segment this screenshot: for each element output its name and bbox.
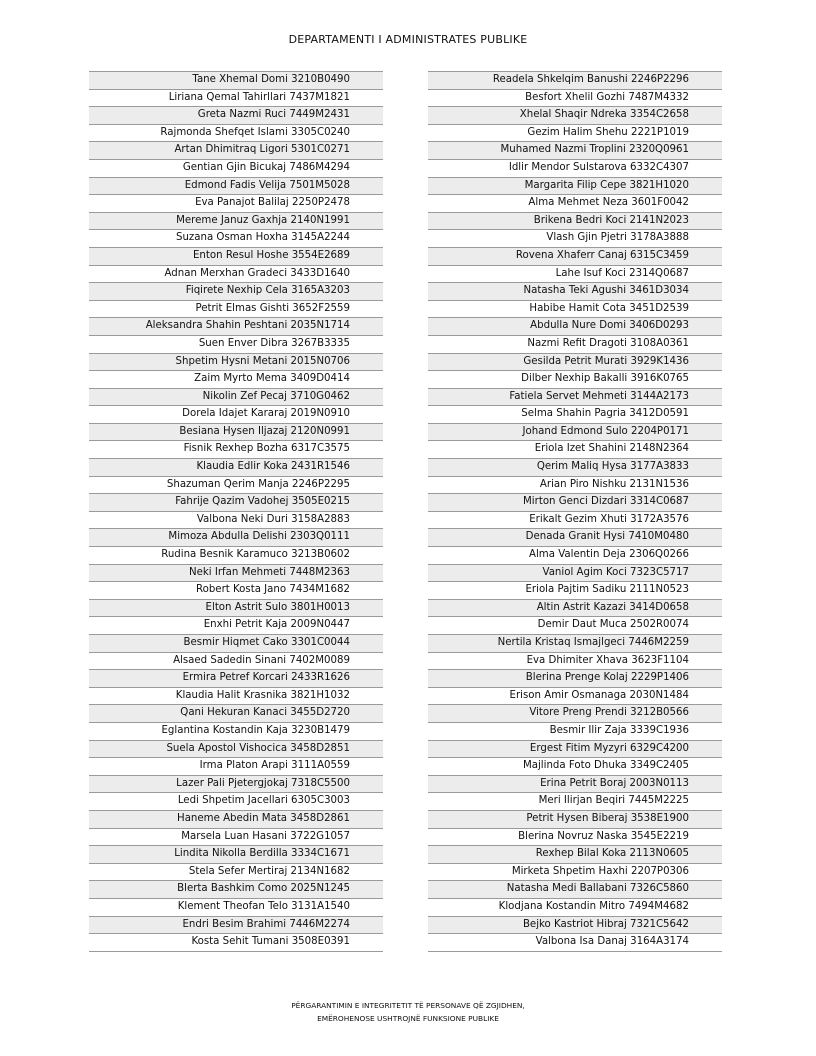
list-item: Gezim Halim Shehu 2221P1019 xyxy=(428,125,722,143)
list-item: Valbona Neki Duri 3158A2883 xyxy=(89,512,383,530)
list-item: Klaudia Halit Krasnika 3821H1032 xyxy=(89,688,383,706)
list-item: Neki Irfan Mehmeti 7448M2363 xyxy=(89,565,383,583)
list-item: Robert Kosta Jano 7434M1682 xyxy=(89,582,383,600)
list-item: Qerim Maliq Hysa 3177A3833 xyxy=(428,459,722,477)
list-item: Enxhi Petrit Kaja 2009N0447 xyxy=(89,617,383,635)
list-item: Nazmi Refit Dragoti 3108A0361 xyxy=(428,336,722,354)
list-item: Vitore Preng Prendi 3212B0566 xyxy=(428,705,722,723)
list-item: Valbona Isa Danaj 3164A3174 xyxy=(428,934,722,952)
list-item: Blerina Novruz Naska 3545E2219 xyxy=(428,829,722,847)
list-item: Gentian Gjin Bicukaj 7486M4294 xyxy=(89,160,383,178)
list-item: Gesilda Petrit Murati 3929K1436 xyxy=(428,354,722,372)
list-item: Irma Platon Arapi 3111A0559 xyxy=(89,758,383,776)
list-item: Blerina Prenge Kolaj 2229P1406 xyxy=(428,670,722,688)
page-footer xyxy=(0,999,816,1025)
list-item: Ermira Petref Korcari 2433R1626 xyxy=(89,670,383,688)
list-item: Eva Panajot Balilaj 2250P2478 xyxy=(89,195,383,213)
list-item: Aleksandra Shahin Peshtani 2035N1714 xyxy=(89,318,383,336)
list-item: Klaudia Edlir Koka 2431R1546 xyxy=(89,459,383,477)
list-item: Vaniol Agim Koci 7323C5717 xyxy=(428,565,722,583)
list-item: Fatiela Servet Mehmeti 3144A2173 xyxy=(428,389,722,407)
list-item: Eglantina Kostandin Kaja 3230B1479 xyxy=(89,723,383,741)
list-item: Rovena Xhaferr Canaj 6315C3459 xyxy=(428,248,722,266)
list-item: Altin Astrit Kazazi 3414D0658 xyxy=(428,600,722,618)
list-item: Adnan Merxhan Gradeci 3433D1640 xyxy=(89,266,383,284)
list-item: Suzana Osman Hoxha 3145A2244 xyxy=(89,230,383,248)
right-name-column xyxy=(428,71,722,952)
list-item: Mirton Genci Dizdari 3314C0687 xyxy=(428,494,722,512)
page-title: DEPARTAMENTI I ADMINISTRATES PUBLIKE xyxy=(288,33,528,46)
list-item: Rudina Besnik Karamuco 3213B0602 xyxy=(89,547,383,565)
list-item: Idlir Mendor Sulstarova 6332C4307 xyxy=(428,160,722,178)
list-item: Margarita Filip Cepe 3821H1020 xyxy=(428,178,722,196)
list-item: Rexhep Bilal Koka 2113N0605 xyxy=(428,846,722,864)
list-item: Eriola Pajtim Sadiku 2111N0523 xyxy=(428,582,722,600)
list-item: Suela Apostol Vishocica 3458D2851 xyxy=(89,741,383,759)
footer-line-2: EMËROHENOSE USHTROJNË FUNKSIONE PUBLIKE xyxy=(317,1014,499,1023)
list-item: Besmir Hiqmet Cako 3301C0044 xyxy=(89,635,383,653)
list-item: Dorela Idajet Kararaj 2019N0910 xyxy=(89,406,383,424)
list-item: Liriana Qemal Tahirllari 7437M1821 xyxy=(89,90,383,108)
list-item: Fisnik Rexhep Bozha 6317C3575 xyxy=(89,441,383,459)
list-item: Fiqirete Nexhip Cela 3165A3203 xyxy=(89,283,383,301)
list-item: Alma Mehmet Neza 3601F0042 xyxy=(428,195,722,213)
list-item: Petrit Elmas Gishti 3652F2559 xyxy=(89,301,383,319)
list-item: Marsela Luan Hasani 3722G1057 xyxy=(89,829,383,847)
list-item: Brikena Bedri Koci 2141N2023 xyxy=(428,213,722,231)
list-item: Kosta Sehit Tumani 3508E0391 xyxy=(89,934,383,952)
list-item: Erikalt Gezim Xhuti 3172A3576 xyxy=(428,512,722,530)
list-item: Natasha Medi Ballabani 7326C5860 xyxy=(428,881,722,899)
footer-line-1: PËRGARANTIMIN E INTEGRITETIT TË PERSONAVE QË ZGJIDHEN, xyxy=(291,1001,525,1010)
list-item: Klement Theofan Telo 3131A1540 xyxy=(89,899,383,917)
list-item: Meri Ilirjan Beqiri 7445M2225 xyxy=(428,793,722,811)
list-item: Besmir Ilir Zaja 3339C1936 xyxy=(428,723,722,741)
list-item: Shazuman Qerim Manja 2246P2295 xyxy=(89,477,383,495)
list-item: Nikolin Zef Pecaj 3710G0462 xyxy=(89,389,383,407)
list-item: Denada Granit Hysi 7410M0480 xyxy=(428,529,722,547)
list-item: Mirketa Shpetim Haxhi 2207P0306 xyxy=(428,864,722,882)
list-item: Nertila Kristaq Ismajlgeci 7446M2259 xyxy=(428,635,722,653)
list-item: Endri Besim Brahimi 7446M2274 xyxy=(89,917,383,935)
list-item: Erison Amir Osmanaga 2030N1484 xyxy=(428,688,722,706)
list-item: Eva Dhimiter Xhava 3623F1104 xyxy=(428,653,722,671)
list-item: Rajmonda Shefqet Islami 3305C0240 xyxy=(89,125,383,143)
list-item: Lindita Nikolla Berdilla 3334C1671 xyxy=(89,846,383,864)
list-item: Readela Shkelqim Banushi 2246P2296 xyxy=(428,72,722,90)
list-item: Lazer Pali Pjetergjokaj 7318C5500 xyxy=(89,776,383,794)
list-item: Johand Edmond Sulo 2204P0171 xyxy=(428,424,722,442)
list-item: Arian Piro Nishku 2131N1536 xyxy=(428,477,722,495)
list-item: Eriola Izet Shahini 2148N2364 xyxy=(428,441,722,459)
list-item: Besiana Hysen Iljazaj 2120N0991 xyxy=(89,424,383,442)
list-item: Xhelal Shaqir Ndreka 3354C2658 xyxy=(428,107,722,125)
list-item: Ledi Shpetim Jacellari 6305C3003 xyxy=(89,793,383,811)
list-item: Mimoza Abdulla Delishi 2303Q0111 xyxy=(89,529,383,547)
list-item: Natasha Teki Agushi 3461D3034 xyxy=(428,283,722,301)
list-item: Qani Hekuran Kanaci 3455D2720 xyxy=(89,705,383,723)
list-item: Lahe Isuf Koci 2314Q0687 xyxy=(428,266,722,284)
list-item: Stela Sefer Mertiraj 2134N1682 xyxy=(89,864,383,882)
list-item: Muhamed Nazmi Troplini 2320Q0961 xyxy=(428,142,722,160)
list-item: Greta Nazmi Ruci 7449M2431 xyxy=(89,107,383,125)
list-item: Vlash Gjin Pjetri 3178A3888 xyxy=(428,230,722,248)
list-item: Klodjana Kostandin Mitro 7494M4682 xyxy=(428,899,722,917)
list-item: Artan Dhimitraq Ligori 5301C0271 xyxy=(89,142,383,160)
list-item: Abdulla Nure Domi 3406D0293 xyxy=(428,318,722,336)
list-item: Elton Astrit Sulo 3801H0013 xyxy=(89,600,383,618)
list-item: Mereme Januz Gaxhja 2140N1991 xyxy=(89,213,383,231)
list-item: Selma Shahin Pagria 3412D0591 xyxy=(428,406,722,424)
list-item: Haneme Abedin Mata 3458D2861 xyxy=(89,811,383,829)
list-item: Tane Xhemal Domi 3210B0490 xyxy=(89,72,383,90)
left-name-column xyxy=(89,71,383,952)
list-item: Ergest Fitim Myzyri 6329C4200 xyxy=(428,741,722,759)
list-item: Suen Enver Dibra 3267B3335 xyxy=(89,336,383,354)
list-item: Shpetim Hysni Metani 2015N0706 xyxy=(89,354,383,372)
list-item: Majlinda Foto Dhuka 3349C2405 xyxy=(428,758,722,776)
list-item: Habibe Hamit Cota 3451D2539 xyxy=(428,301,722,319)
list-item: Fahrije Qazim Vadohej 3505E0215 xyxy=(89,494,383,512)
list-item: Demir Daut Muca 2502R0074 xyxy=(428,617,722,635)
list-item: Edmond Fadis Velija 7501M5028 xyxy=(89,178,383,196)
list-item: Blerta Bashkim Como 2025N1245 xyxy=(89,881,383,899)
list-item: Besfort Xhelil Gozhi 7487M4332 xyxy=(428,90,722,108)
list-item: Dilber Nexhip Bakalli 3916K0765 xyxy=(428,371,722,389)
list-item: Zaim Myrto Mema 3409D0414 xyxy=(89,371,383,389)
list-item: Enton Resul Hoshe 3554E2689 xyxy=(89,248,383,266)
list-item: Erina Petrit Boraj 2003N0113 xyxy=(428,776,722,794)
list-item: Bejko Kastriot Hibraj 7321C5642 xyxy=(428,917,722,935)
list-item: Alma Valentin Deja 2306Q0266 xyxy=(428,547,722,565)
list-item: Petrit Hysen Biberaj 3538E1900 xyxy=(428,811,722,829)
list-item: Alsaed Sadedin Sinani 7402M0089 xyxy=(89,653,383,671)
